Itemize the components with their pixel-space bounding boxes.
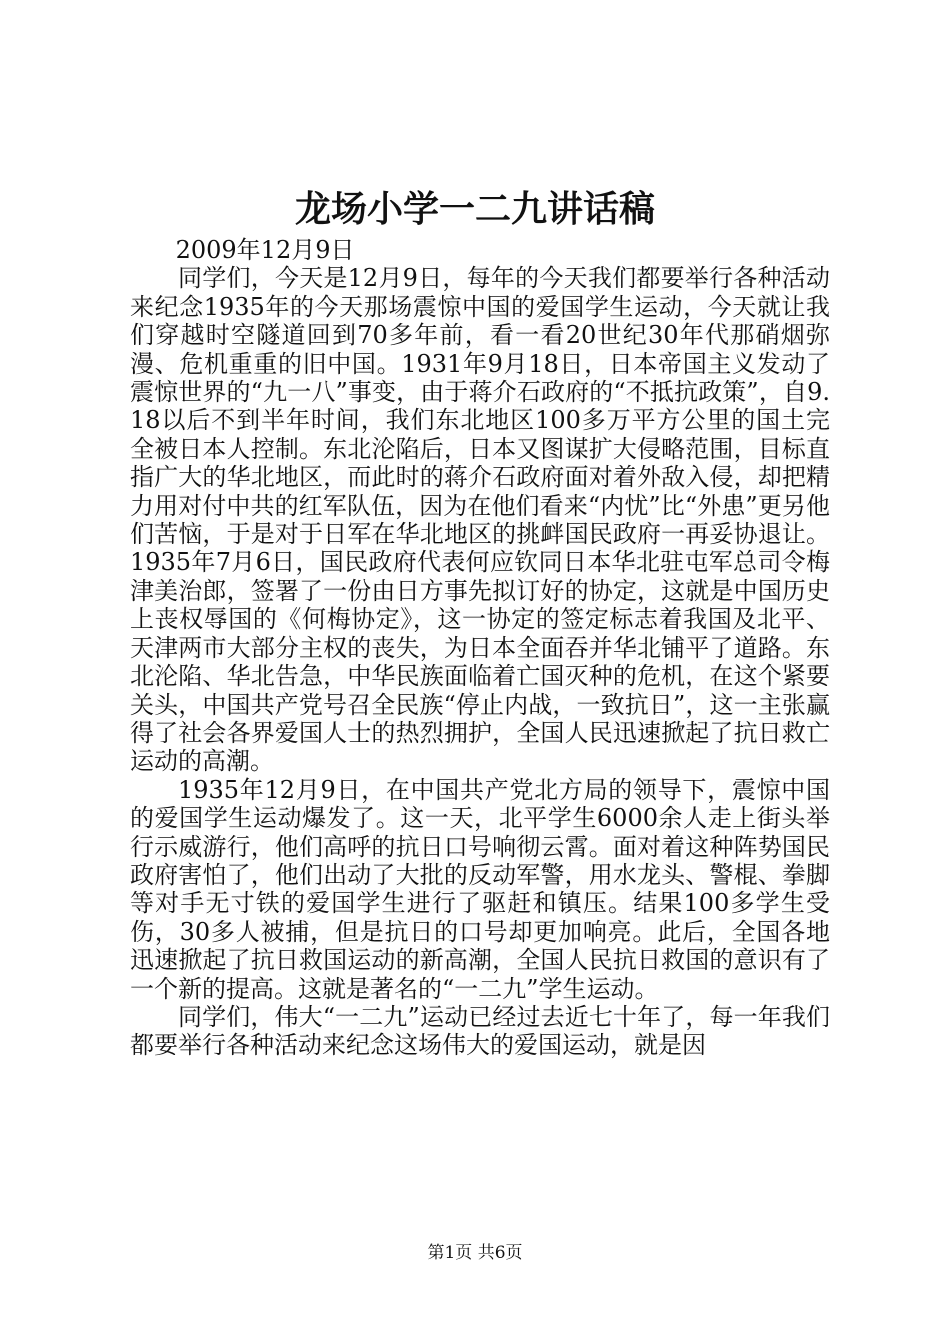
paragraph-2: 1935年12月9日，在中国共产党北方局的领导下，震惊中国的爱国学生运动爆发了。这一天，北平学生6000余人走上街头举行示威游行，他们高呼的抗日口号响彻云霄。面对着这种阵势国民政府害怕了，他们出动了大批的反动军警，用水龙头、警棍、拳脚等对手无寸铁的爱国学生进行了驱赶和镇压。结果100多学生受伤，30多人被捕，但是抗日的口号却更加响亮。此后，全国各地迅速掀起了抗日救国运动的新高潮，全国人民抗日救国的意识有了一个新的提高。这就是著名的“一二九”学生运动。 [130, 775, 830, 1003]
paragraph-3: 同学们，伟大“一二九”运动已经过去近七十年了，每一年我们都要举行各种活动来纪念这场伟大的爱国运动，就是因 [130, 1002, 830, 1060]
document-body [130, 236, 830, 1060]
paragraph-1: 同学们，今天是12月9日，每年的今天我们都要举行各种活动来纪念1935年的今天那场震惊中国的爱国学生运动，今天就让我们穿越时空隧道回到70多年前，看一看20世纪30年代那硝烟弥漫、危机重重的旧中国。1931年9月18日，日本帝国主义发动了震惊世界的“九一八”事变，由于蒋介石政府的“不抵抗政策”，自9.18以后不到半年时间，我们东北地区100多万平方公里的国土完全被日本人控制。东北沦陷后，日本又图谋扩大侵略范围，目标直指广大的华北地区，而此时的蒋介石政府面对着外敌入侵，却把精力用对付中共的红军队伍，因为在他们看来“内忧”比“外患”更另他们苦恼，于是对于日军在华北地区的挑衅国民政府一再妥协退让。1935年7月6日，国民政府代表何应钦同日本华北驻屯军总司令梅津美治郎，签署了一份由日方事先拟订好的协定，这就是中国历史上丧权辱国的《何梅协定》，这一协定的签定标志着我国及北平、天津两市大部分主权的丧失，为日本全面吞并华北铺平了道路。东北沦陷、华北告急，中华民族面临着亡国灭种的危机，在这个紧要关头，中国共产党号召全民族“停止内战，一致抗日”，这一主张赢得了社会各界爱国人士的热烈拥护，全国人民迅速掀起了抗日救亡运动的高潮。 [130, 264, 830, 776]
date-line: 2009年12月9日 [175, 236, 355, 264]
document-title: 龙场小学一二九讲话稿 [294, 188, 655, 230]
page-footer: 第1页 共6页 [427, 1243, 523, 1263]
